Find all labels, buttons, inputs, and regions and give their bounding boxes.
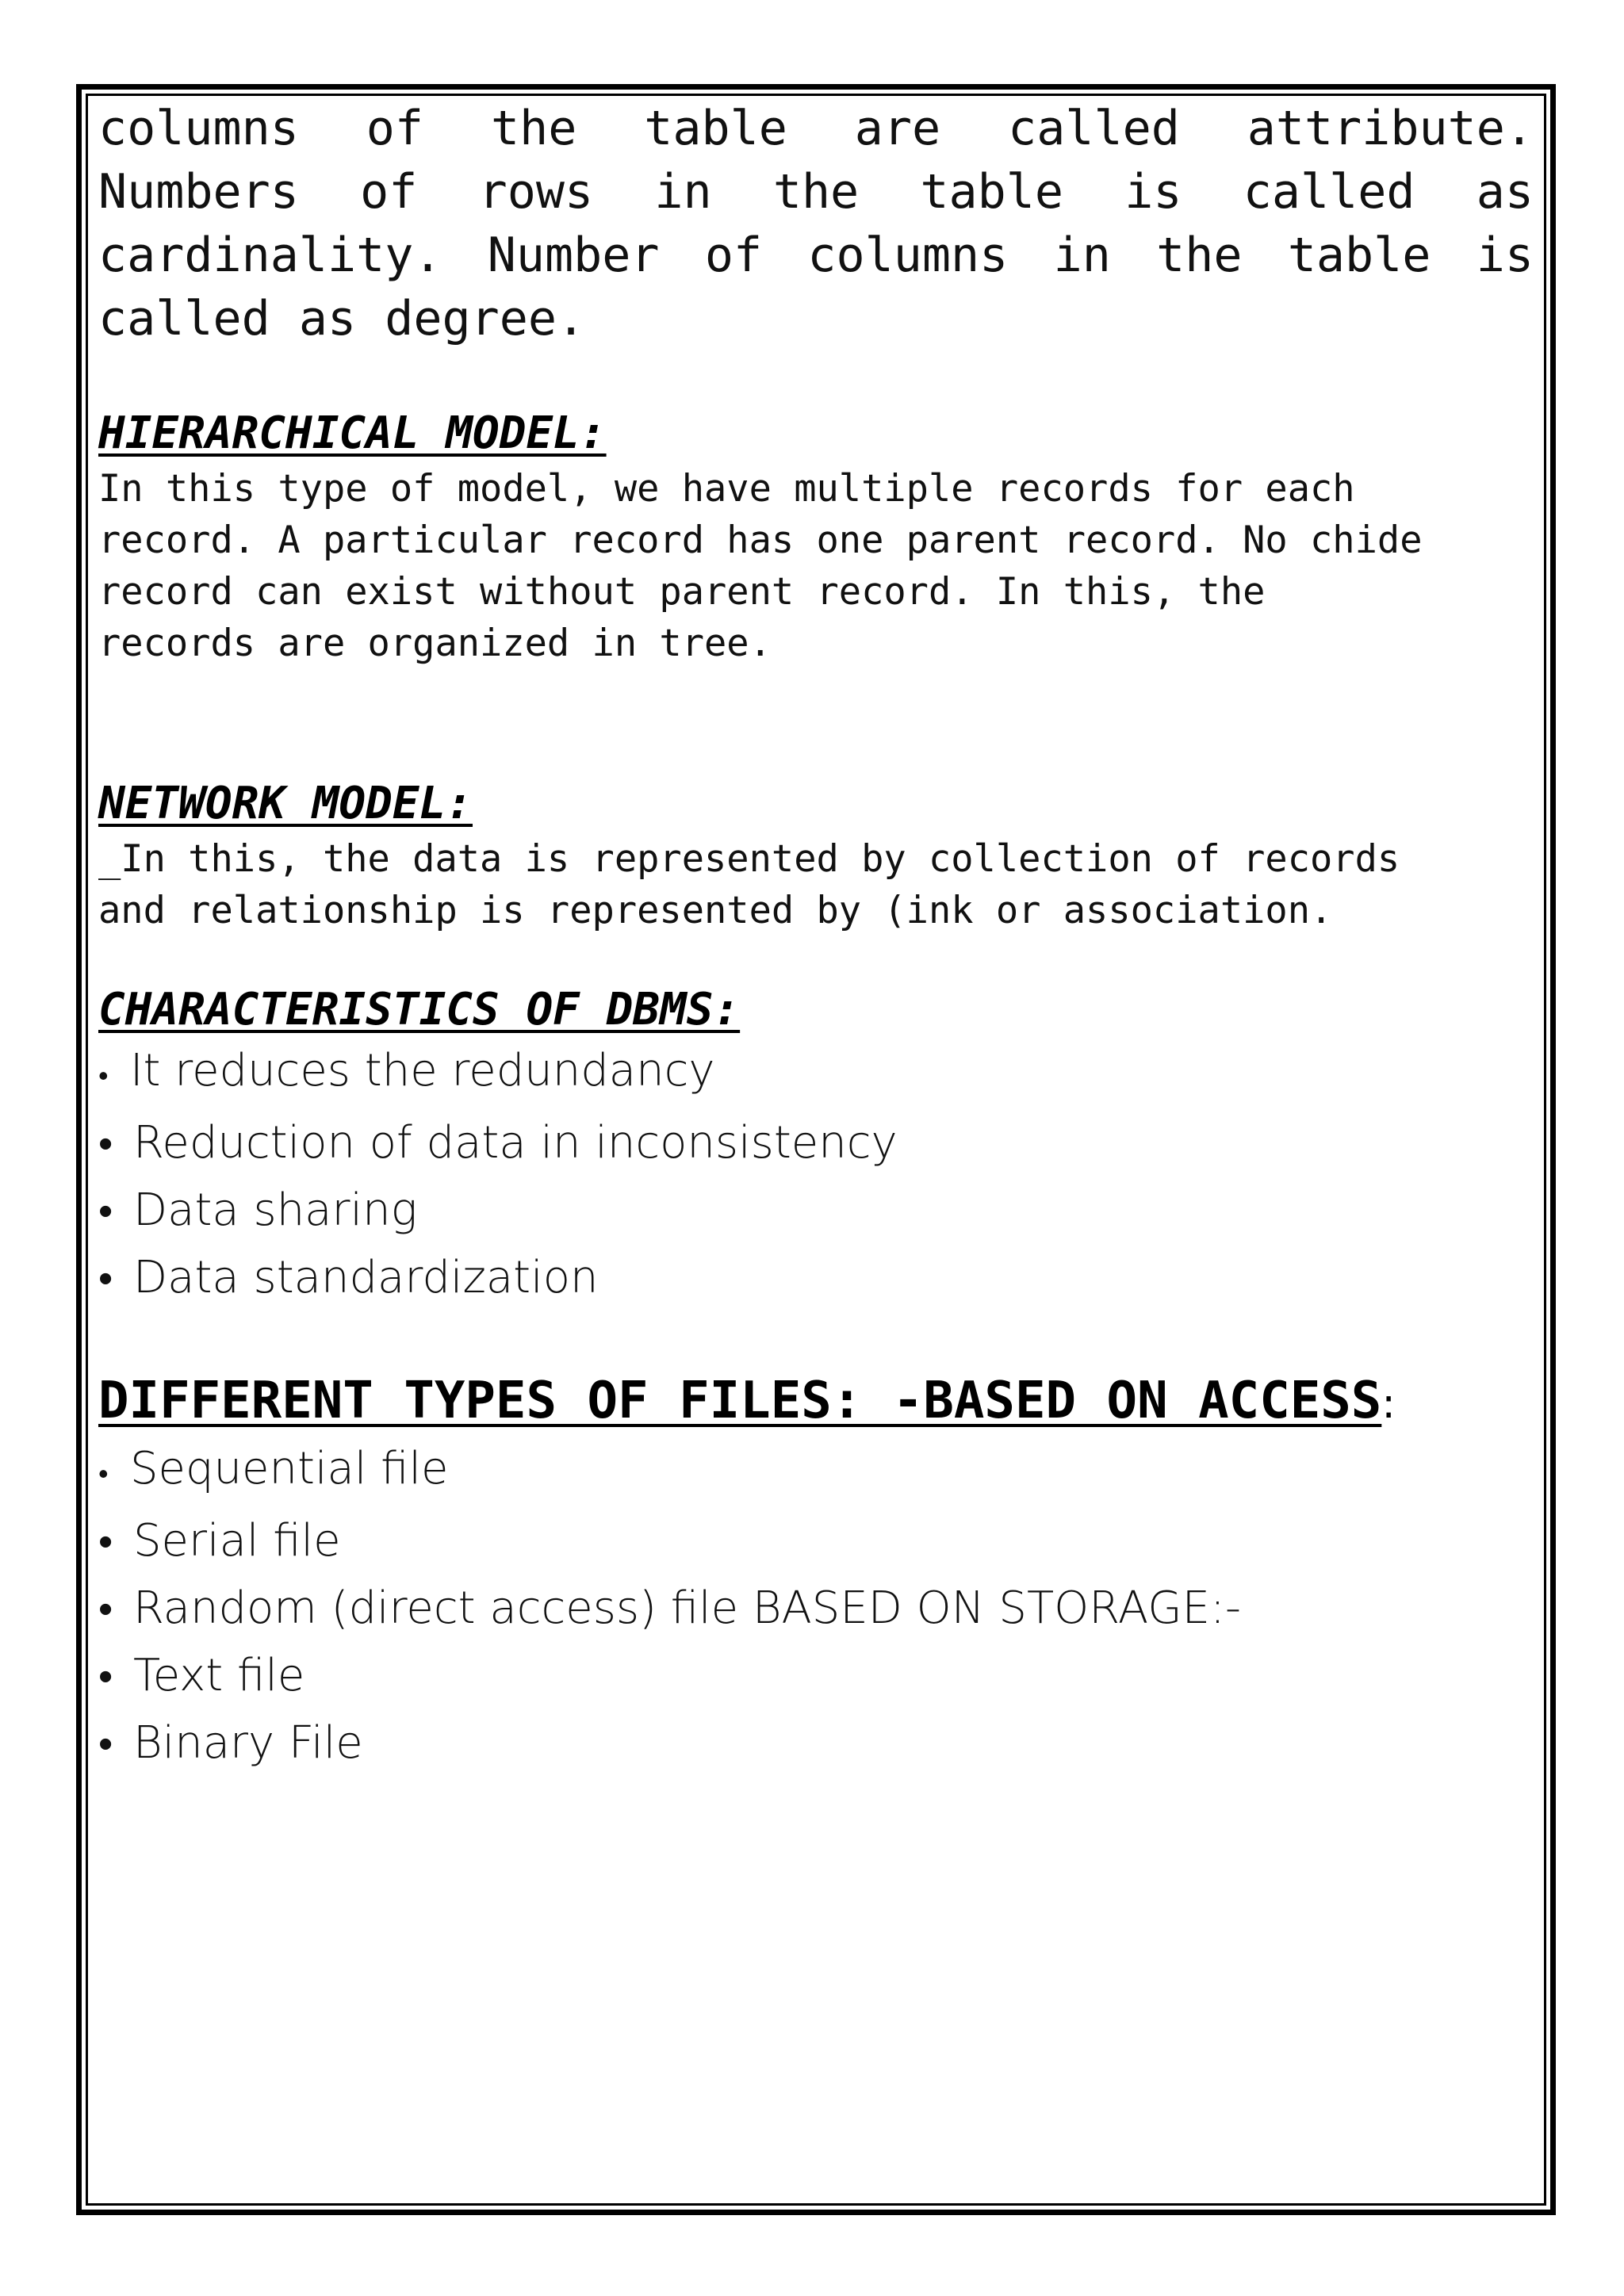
list-item bbox=[98, 1508, 1534, 1575]
list-item bbox=[98, 1038, 1534, 1110]
intro-line: Numbers of rows in the table is called as bbox=[98, 164, 1534, 220]
list-item bbox=[98, 1710, 1534, 1777]
list-item-text: Random (direct access) file BASED ON STORAGE:- bbox=[133, 1582, 1242, 1634]
bullet-icon: • bbox=[98, 1255, 113, 1303]
list-item-text: Reduction of data in inconsistency bbox=[133, 1117, 898, 1169]
bullet-icon: • bbox=[98, 1188, 113, 1235]
text-line: record. A particular record has one parent record. No chide bbox=[98, 519, 1423, 562]
page-content bbox=[98, 97, 1534, 1777]
bullet-icon: • bbox=[98, 1120, 113, 1168]
list-item bbox=[98, 1643, 1534, 1710]
characteristics-heading: CHARACTERISTICS OF DBMS: bbox=[98, 984, 741, 1035]
list-item bbox=[98, 1436, 1534, 1508]
bullet-icon: • bbox=[98, 1720, 113, 1768]
list-item-text: Sequential file bbox=[130, 1443, 449, 1494]
file-types-heading-text: DIFFERENT TYPES OF FILES: -BASED ON ACCESS bbox=[98, 1372, 1382, 1430]
file-types-heading-colon: : bbox=[1381, 1380, 1396, 1428]
list-item-text: Data sharing bbox=[133, 1184, 418, 1236]
characteristics-list bbox=[98, 1038, 1534, 1312]
list-item-text: It reduces the redundancy bbox=[130, 1045, 715, 1096]
intro-paragraph bbox=[98, 97, 1534, 350]
intro-line: called as degree. bbox=[98, 291, 586, 346]
file-types-heading bbox=[98, 1369, 1534, 1436]
text-line: _In this, the data is represented by collection of records bbox=[98, 837, 1400, 881]
file-types-list bbox=[98, 1436, 1534, 1777]
network-model-heading: NETWORK MODEL: bbox=[98, 778, 473, 829]
intro-line: columns of the table are called attribute. bbox=[98, 101, 1534, 156]
hierarchical-model-heading: HIERARCHICAL MODEL: bbox=[98, 408, 607, 459]
bullet-icon: • bbox=[98, 1458, 109, 1490]
bullet-icon: • bbox=[98, 1653, 113, 1701]
bullet-icon: • bbox=[98, 1518, 113, 1566]
list-item bbox=[98, 1177, 1534, 1245]
network-model-text bbox=[98, 833, 1534, 936]
list-item-text: Binary File bbox=[133, 1717, 363, 1769]
text-line: In this type of model, we have multiple records for each bbox=[98, 467, 1355, 511]
text-line: records are organized in tree. bbox=[98, 622, 772, 665]
hierarchical-model-text bbox=[98, 463, 1534, 669]
bullet-icon: • bbox=[98, 1060, 109, 1093]
bullet-icon: • bbox=[98, 1586, 113, 1633]
list-item bbox=[98, 1245, 1534, 1312]
list-item-text: Serial file bbox=[133, 1515, 341, 1567]
text-line: record can exist without parent record. In this, the bbox=[98, 570, 1266, 614]
list-item bbox=[98, 1110, 1534, 1177]
list-item-text: Text file bbox=[133, 1650, 305, 1701]
list-item bbox=[98, 1575, 1534, 1643]
text-line: and relationship is represented by (ink or association. bbox=[98, 889, 1333, 932]
intro-line: cardinality. Number of columns in the table is bbox=[98, 228, 1534, 283]
list-item-text: Data standardization bbox=[133, 1252, 599, 1303]
